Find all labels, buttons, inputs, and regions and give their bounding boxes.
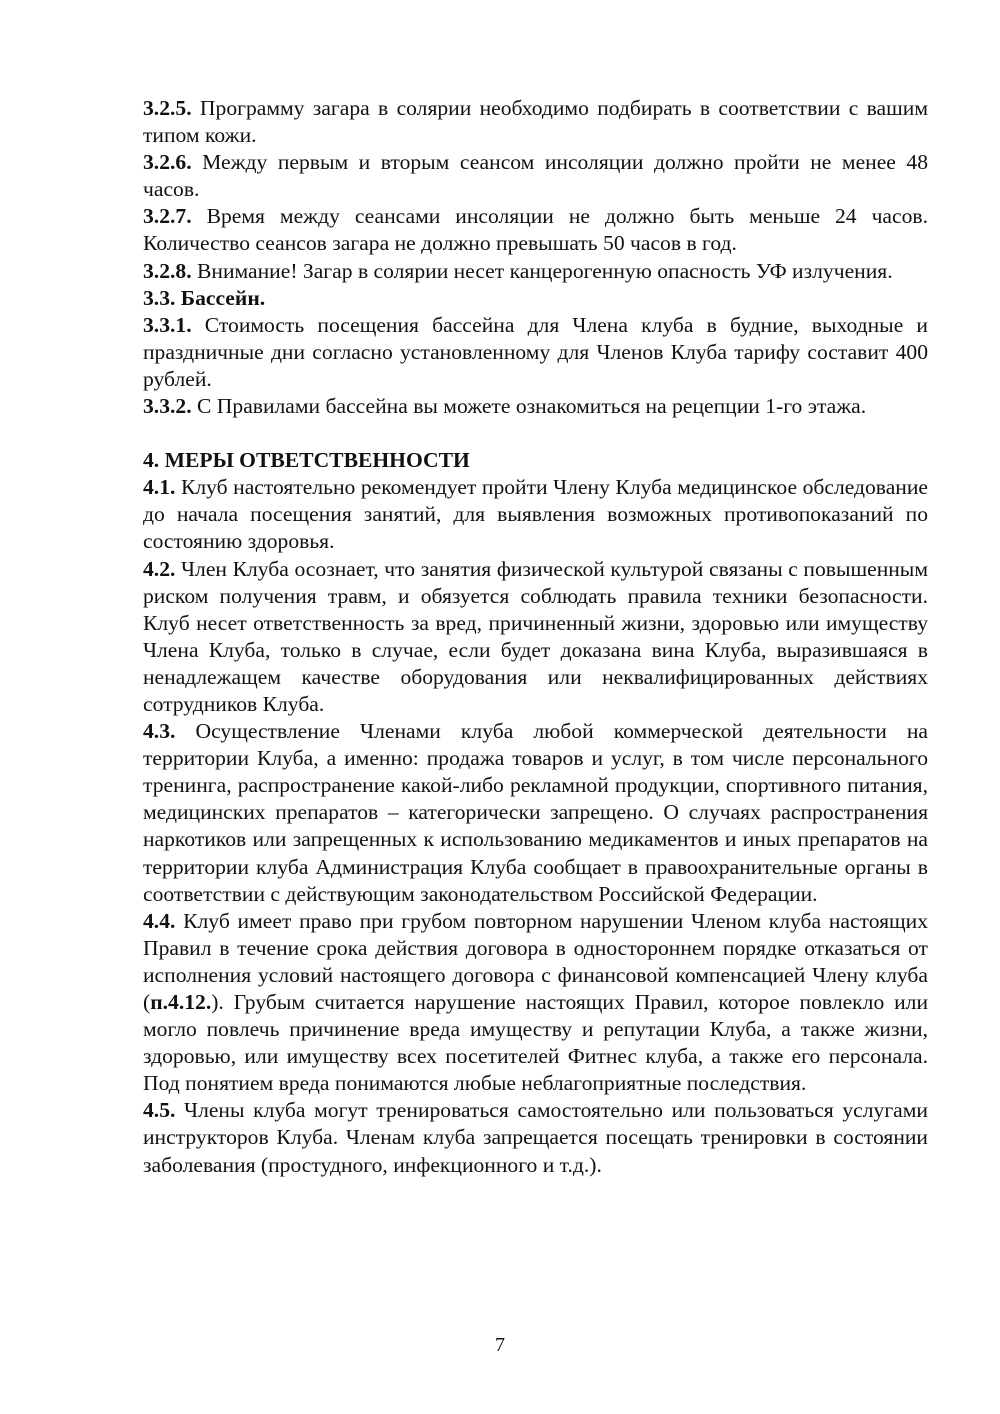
- clause-text: Член Клуба осознает, что занятия физической культурой связаны с повышенным риском получения травм, и обязуется соблюдать правила техники безопасности. Клуб несет ответственность за вред, причиненный жизни, здоровью или имуществу Члена Клуба, только в случае, если будет доказана вина Клуба, выразившаяся в ненадлежащем качестве оборудования или неквалифицированных действиях сотрудников Клуба.: [143, 556, 928, 716]
- clause-number: 3.2.7.: [143, 204, 192, 229]
- paragraph-4-3: [143, 718, 928, 908]
- paragraph-4-2: [143, 556, 928, 719]
- section-heading-responsibility: 4. МЕРЫ ОТВЕТСТВЕННОСТИ: [143, 448, 470, 473]
- clause-number: 4.1.: [143, 475, 176, 500]
- paragraph-4-1: [143, 474, 928, 555]
- clause-number: 4.5.: [143, 1098, 176, 1123]
- clause-number: 4.3.: [143, 719, 176, 744]
- page-number: 7: [495, 1334, 505, 1356]
- clause-number: 3.3.2.: [143, 394, 192, 419]
- clause-number: 3.2.5.: [143, 96, 192, 120]
- clause-number: 3.3.1.: [143, 312, 192, 337]
- clause-text: С Правилами бассейна вы можете ознакомиться на рецепции 1-го этажа.: [197, 394, 867, 419]
- clause-text: Время между сеансами инсоляции не должно быть меньше 24 часов. Количество сеансов загара не должно превышать 50 часов в год.: [143, 204, 928, 256]
- clause-text: Программу загара в солярии необходимо подбирать в соответствии с вашим типом кожи.: [143, 96, 928, 148]
- paragraph-3-3-1: [143, 312, 928, 393]
- clause-reference: п.4.12.: [150, 990, 212, 1014]
- paragraph-4-5: [143, 1097, 928, 1178]
- clause-text: Клуб имеет право при грубом повторном нарушении Членом клуба настоящих Правил в течение срока действия договора в одностороннем порядке отказаться от исполнения условий настоящего договора с финансовой компенсацией Члену клуба (: [143, 908, 928, 1014]
- clause-text: Внимание! Загар в солярии несет канцерогенную опасность УФ излучения.: [197, 258, 893, 283]
- section-spacer: [143, 420, 928, 447]
- clause-text-continued: ). Грубым считается нарушение настоящих Правил, которое повлекло или могло повлечь причинение вреда имуществу и репутации Клуба, а также жизни, здоровью, или имуществу всех посетителей Фитнес клуба, а также его персонала. Под понятием вреда понимаются любые неблагоприятные последствия.: [143, 990, 928, 1096]
- clause-text: Осуществление Членами клуба любой коммерческой деятельности на территории Клуба, а именно: продажа товаров и услуг, в том числе персонального тренинга, распространение какой-либо рекламной продукции, спортивного питания, медицинских препаратов – категорически запрещено. О случаях распространения наркотиков или запрещенных к использованию медикаментов и иных препаратов на территории клуба Администрация Клуба сообщает в правоохранительные органы в соответствии с действующим законодательством Российской Федерации.: [143, 719, 928, 906]
- clause-text: Между первым и вторым сеансом инсоляции должно пройти не менее 48 часов.: [143, 150, 928, 202]
- clause-text: Члены клуба могут тренироваться самостоятельно или пользоваться услугами инструкторов Клуба. Членам клуба запрещается посещать тренировки в состоянии заболевания (простудного, инфекционного и т.д.).: [143, 1098, 928, 1177]
- paragraph-3-3-2: [143, 393, 928, 420]
- clause-number: 4.4.: [143, 908, 176, 933]
- paragraph-3-2-7: [143, 203, 928, 257]
- paragraph-4-4: [143, 908, 928, 1098]
- paragraph-3-2-8: [143, 258, 928, 285]
- clause-number: 3.2.6.: [143, 150, 192, 175]
- section-heading-pool: 3.3. Бассейн.: [143, 285, 266, 310]
- clause-text: Стоимость посещения бассейна для Члена клуба в будние, выходные и праздничные дни согласно установленному для Членов Клуба тарифу составит 400 рублей.: [143, 312, 928, 391]
- clause-text: Клуб настоятельно рекомендует пройти Члену Клуба медицинское обследование до начала посещения занятий, для выявления возможных противопоказаний по состоянию здоровья.: [143, 475, 928, 554]
- clause-number: 3.2.8.: [143, 258, 192, 283]
- paragraph-3-2-6: [143, 149, 928, 203]
- clause-number: 4.2.: [143, 556, 176, 581]
- paragraph-3-2-5: [143, 95, 928, 149]
- document-page: [143, 95, 928, 1179]
